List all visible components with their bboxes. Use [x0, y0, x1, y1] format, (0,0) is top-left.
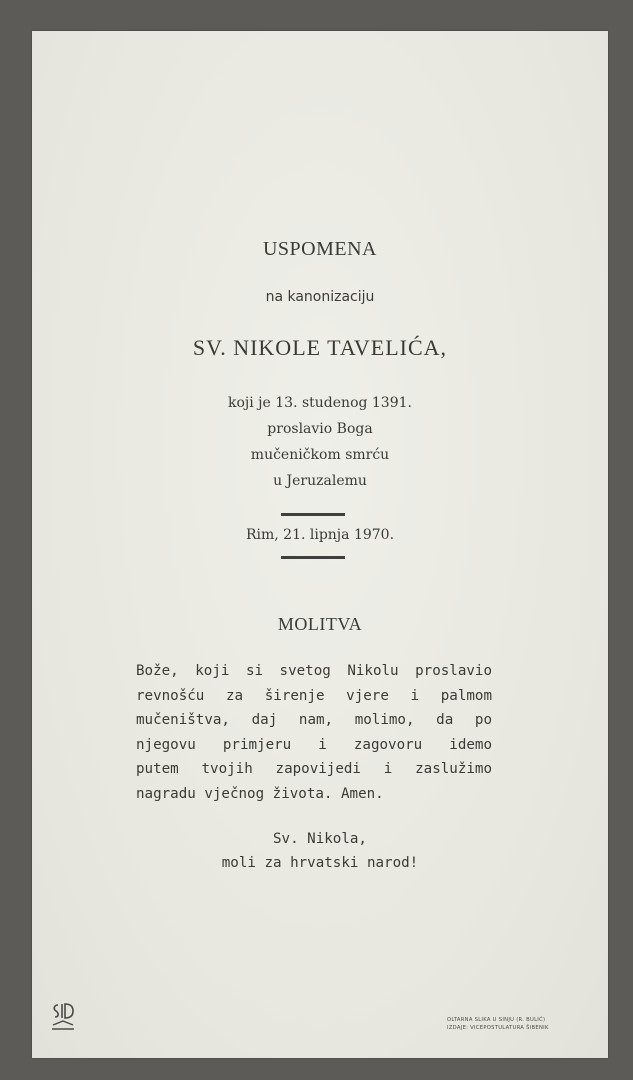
card-title: USPOMENA — [262, 238, 378, 260]
prayer-line: nagradu vječnog života. Amen. — [136, 785, 384, 802]
closing-line: moli za hrvatski narod! — [221, 855, 419, 871]
credits — [447, 1016, 549, 1032]
description-line: proslavio Boga — [267, 421, 373, 437]
publisher-logo-icon — [49, 1001, 77, 1035]
description-line: koji je 13. studenog 1391. — [228, 395, 412, 411]
closing-line: Sv. Nikola, — [273, 831, 367, 847]
credit-line: OLTARNA SLIKA U SINJU (R. BULIĆ) — [447, 1017, 546, 1023]
divider-top — [281, 513, 345, 516]
prayer-text — [136, 659, 492, 806]
holy-card — [32, 31, 608, 1058]
prayer-line: njegovu primjeru i zagovoru idemo — [136, 736, 492, 753]
card-subtitle: na kanonizaciju — [265, 289, 375, 305]
place-date: Rim, 21. lipnja 1970. — [245, 527, 395, 543]
divider-bottom — [281, 556, 345, 559]
prayer-line: revnošću za širenje vjere i palmom — [136, 687, 492, 704]
description-line: u Jeruzalemu — [273, 473, 367, 489]
prayer-line: putem tvojih zapovijedi i zaslužimo — [136, 761, 492, 777]
prayer-line: mučeništva, daj nam, molimo, da po — [136, 712, 492, 728]
saint-name: SV. NIKOLE TAVELIĆA, — [192, 335, 448, 360]
prayer-line: Bože, koji si svetog Nikolu proslavio — [136, 663, 492, 679]
prayer-heading: MOLITVA — [277, 614, 363, 634]
description-line: mučeničkom smrću — [250, 447, 390, 463]
credit-line: IZDAJE: VICEPOSTULATURA ŠIBENIK — [447, 1025, 549, 1031]
